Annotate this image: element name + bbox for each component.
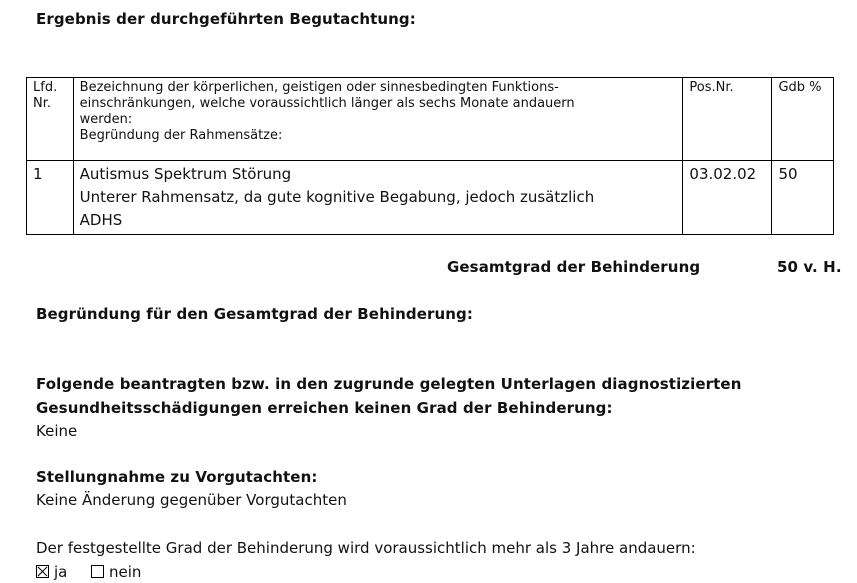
stellungnahme-value: Keine Änderung gegenüber Vorgutachten bbox=[36, 491, 347, 509]
cell-bez-line: ADHS bbox=[79, 211, 123, 229]
gesamtgrad-label: Gesamtgrad der Behinderung bbox=[447, 258, 701, 276]
page-heading: Ergebnis der durchgeführten Begutachtung: bbox=[36, 10, 416, 28]
folgende-value: Keine bbox=[36, 422, 78, 440]
header-gdb: Gdb % bbox=[772, 78, 834, 161]
header-bez-line: Bezeichnung der körperlichen, geistigen oder sinnesbedingten Funktions- bbox=[79, 80, 559, 95]
dauer-question: Der festgestellte Grad der Behinderung wird voraussichtlich mehr als 3 Jahre andauern: bbox=[36, 539, 696, 557]
table-row bbox=[27, 161, 834, 235]
dauer-option-label: ja bbox=[54, 563, 68, 581]
cell-bez-line: Unterer Rahmensatz, da gute kognitive Begabung, jedoch zusätzlich bbox=[79, 188, 595, 206]
cell-bez-line: Autismus Spektrum Störung bbox=[79, 165, 292, 183]
gesamtgrad-value: 50 v. H. bbox=[777, 258, 842, 276]
header-lfd-nr: Lfd. Nr. bbox=[27, 78, 74, 161]
dauer-option-ja[interactable] bbox=[36, 563, 67, 581]
stellungnahme-heading: Stellungnahme zu Vorgutachten: bbox=[36, 468, 318, 486]
checkbox-unchecked-icon[interactable] bbox=[91, 565, 104, 578]
checkbox-checked-icon[interactable] bbox=[36, 565, 49, 578]
cell-pos-nr: 03.02.02 bbox=[683, 161, 772, 235]
cell-gdb: 50 bbox=[772, 161, 834, 235]
dauer-option-label: nein bbox=[109, 563, 142, 581]
folgende-line-1: Folgende beantragten bzw. in den zugrunde gelegten Unterlagen diagnostizierten bbox=[36, 375, 742, 393]
header-bez-line: Begründung der Rahmensätze: bbox=[79, 128, 283, 143]
table-header-row bbox=[27, 78, 834, 161]
gutachten-table bbox=[26, 77, 834, 235]
begruendung-heading: Begründung für den Gesamtgrad der Behinderung: bbox=[36, 305, 473, 323]
header-bez-line: einschränkungen, welche voraussichtlich länger als sechs Monate andauern bbox=[79, 96, 575, 111]
dauer-option-nein[interactable] bbox=[91, 563, 141, 581]
header-bezeichnung bbox=[73, 78, 683, 161]
folgende-line-2: Gesundheitsschädigungen erreichen keinen Grad der Behinderung: bbox=[36, 399, 613, 417]
header-bez-line: werden: bbox=[79, 112, 133, 127]
cell-lfd-nr: 1 bbox=[27, 161, 74, 235]
cell-bezeichnung bbox=[73, 161, 683, 235]
header-pos-nr: Pos.Nr. bbox=[683, 78, 772, 161]
